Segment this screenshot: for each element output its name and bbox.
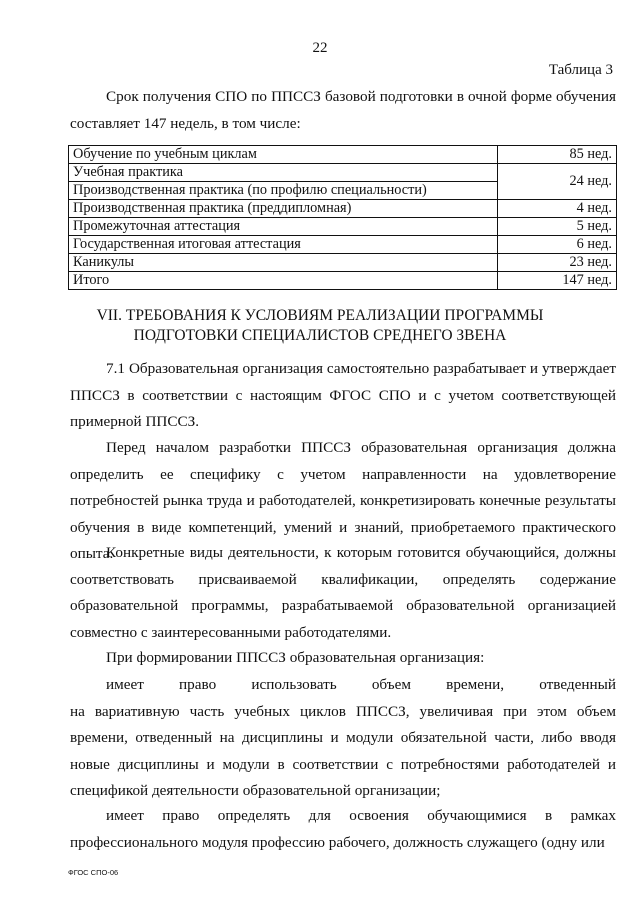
row-value: 5 нед. bbox=[498, 218, 617, 236]
word: объем bbox=[371, 676, 411, 693]
word: для bbox=[308, 807, 331, 824]
word: имеет bbox=[106, 807, 144, 824]
row-label: Производственная практика (преддипломная) bbox=[69, 200, 498, 218]
section-title-line: ПОДГОТОВКИ СПЕЦИАЛИСТОВ СРЕДНЕГО ЗВЕНА bbox=[133, 327, 507, 344]
word: в bbox=[544, 807, 553, 824]
table-row bbox=[69, 164, 617, 182]
section-title bbox=[0, 306, 640, 346]
paragraph-profession bbox=[70, 803, 616, 856]
table-row bbox=[69, 200, 617, 218]
row-label: Учебная практика bbox=[69, 164, 498, 182]
intro-paragraph: Срок получения СПО по ППССЗ базовой подготовки в очной форме обучения составляет 147 недель, в том числе: bbox=[70, 88, 616, 132]
paragraph-activity-types: Конкретные виды деятельности, к которым готовится обучающийся, должны соответствовать присваиваемой квалификации, определять содержание образовательной программы, разрабатываемой образовательной организацией совместно с заинтересованными работодателями. bbox=[70, 544, 616, 641]
spread-line bbox=[70, 672, 616, 699]
word: отведенный bbox=[539, 676, 616, 693]
row-value: 4 нед. bbox=[498, 200, 617, 218]
footer-code: ФГОС СПО-06 bbox=[68, 868, 119, 877]
row-label: Обучение по учебным циклам bbox=[69, 146, 498, 164]
word: рамках bbox=[570, 807, 616, 824]
word: право bbox=[179, 676, 217, 693]
word: освоения bbox=[349, 807, 409, 824]
row-value: 85 нед. bbox=[498, 146, 617, 164]
section-title-line: VII. ТРЕБОВАНИЯ К УСЛОВИЯМ РЕАЛИЗАЦИИ ПРОГРАММЫ bbox=[96, 307, 544, 324]
word: времени, bbox=[446, 676, 505, 693]
row-label: Каникулы bbox=[69, 254, 498, 272]
row-value: 6 нед. bbox=[498, 236, 617, 254]
paragraph-text: на вариативную часть учебных циклов ППССЗ, увеличивая при этом объем времени, отведенный на дисциплины и модули обязательной части, либо вводя новые дисциплины и модули в соответствии с потребностями работодателей и спецификой деятельности образовательной организации; bbox=[70, 702, 616, 799]
table-row bbox=[69, 254, 617, 272]
spread-line bbox=[70, 803, 616, 830]
row-value: 23 нед. bbox=[498, 254, 617, 272]
table-row bbox=[69, 272, 617, 290]
word: право bbox=[162, 807, 200, 824]
table-row bbox=[69, 218, 617, 236]
paragraph-7-1: 7.1 Образовательная организация самостоятельно разрабатывает и утверждает ППССЗ в соответствии с настоящим ФГОС СПО и с учетом соответствующей примерной ППССЗ. bbox=[70, 360, 616, 430]
page-number: 22 bbox=[312, 40, 328, 56]
row-label: Итого bbox=[69, 272, 498, 290]
paragraph-before-development: Перед началом разработки ППССЗ образовательная организация должна определить ее специфику с учетом направленности на удовлетворение потребностей рынка труда и работодателей, конкретизировать конечные результаты обучения в виде компетенций, умений и знаний, приобретаемого практического опыта. bbox=[70, 439, 616, 562]
row-value: 147 нед. bbox=[498, 272, 617, 290]
table-row bbox=[69, 236, 617, 254]
paragraph-variative-part bbox=[70, 672, 616, 805]
word: определять bbox=[217, 807, 291, 824]
row-label: Промежуточная аттестация bbox=[69, 218, 498, 236]
study-terms-table bbox=[68, 145, 617, 290]
word: обучающимися bbox=[427, 807, 527, 824]
word: использовать bbox=[251, 676, 337, 693]
word: имеет bbox=[106, 676, 144, 693]
paragraph-formation: При формировании ППССЗ образовательная организация: bbox=[106, 649, 485, 666]
table-row bbox=[69, 146, 617, 164]
row-label: Государственная итоговая аттестация bbox=[69, 236, 498, 254]
paragraph-text: профессионального модуля профессию рабочего, должность служащего (одну или bbox=[70, 833, 605, 851]
row-value: 24 нед. bbox=[498, 164, 617, 200]
table-label: Таблица 3 bbox=[548, 62, 613, 78]
row-label: Производственная практика (по профилю специальности) bbox=[69, 182, 498, 200]
